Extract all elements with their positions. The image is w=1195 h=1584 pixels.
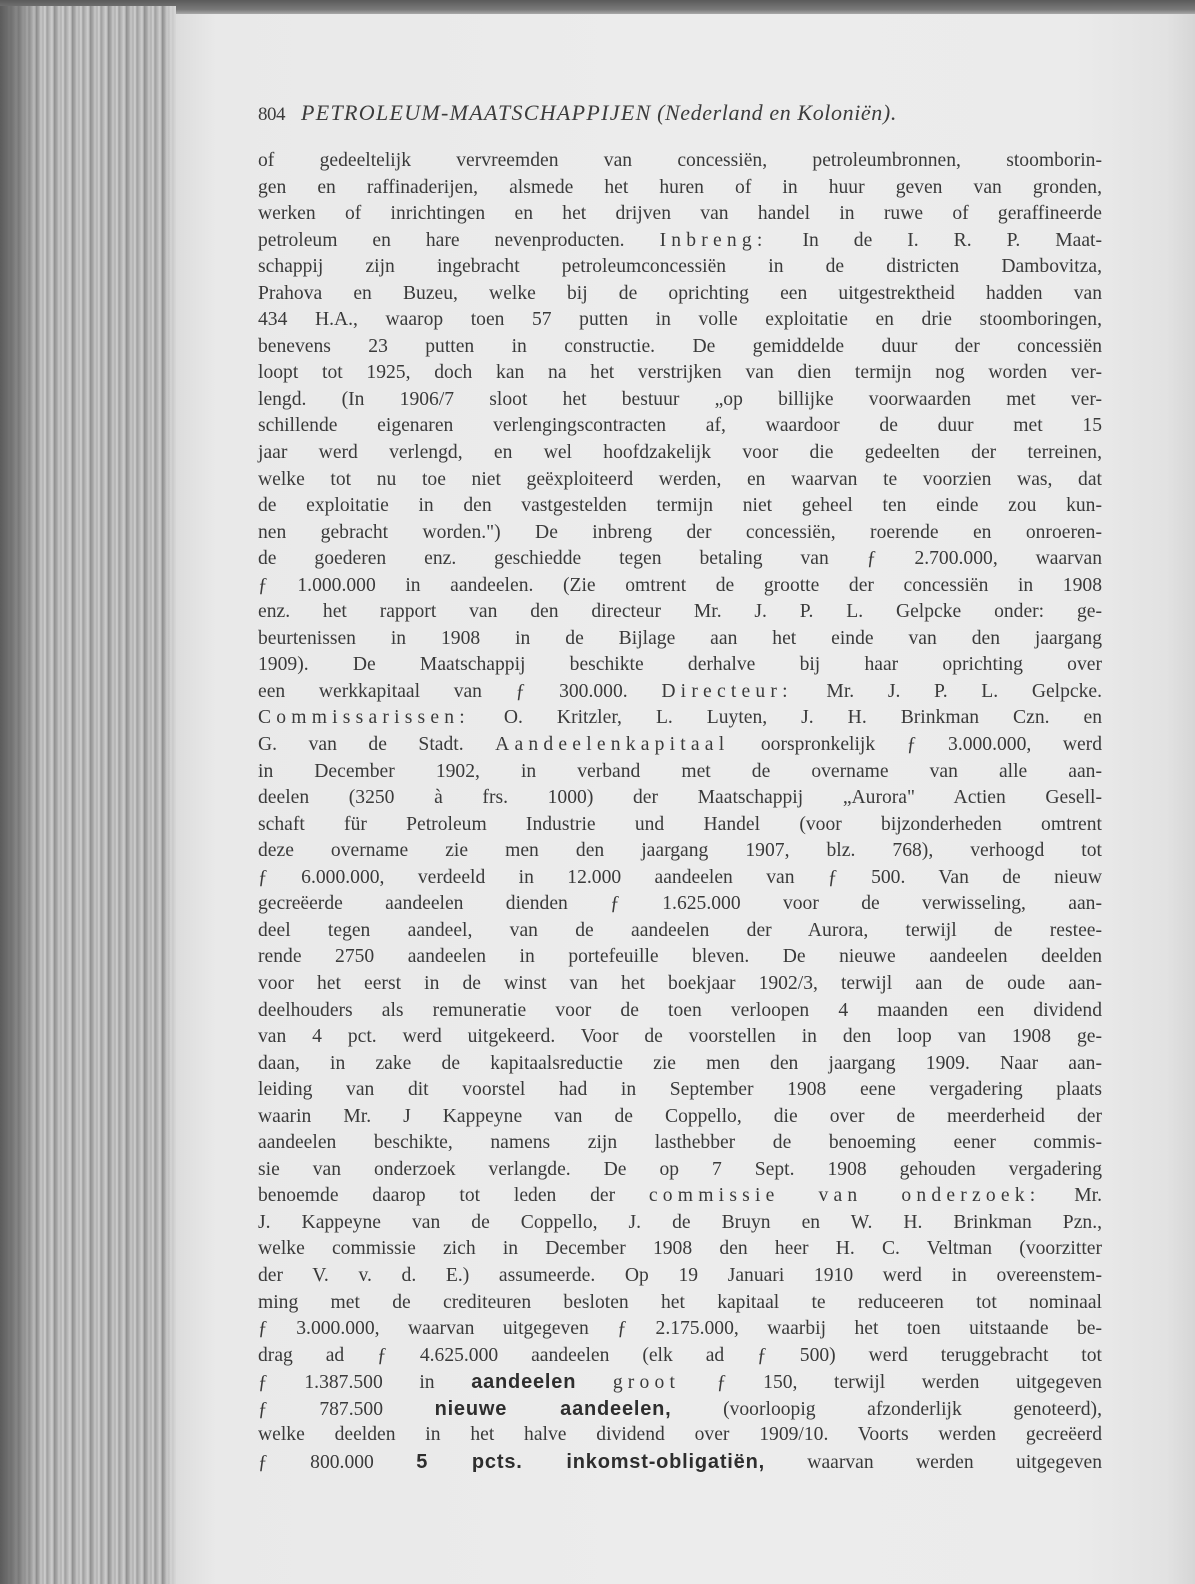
text-run: de goederen enz. geschiedde tegen betaling van ƒ 2.700.000, waarvan — [258, 548, 1102, 570]
text-run: leiding van dit voorstel had in September 1908 eene vergadering plaats — [258, 1079, 1102, 1101]
text-run: voor het eerst in de winst van het boekjaar 1902/3, terwijl aan de oude aan- — [258, 972, 1102, 994]
text-line — [258, 281, 1102, 308]
text-line — [258, 1236, 1102, 1263]
text-line — [258, 1051, 1102, 1078]
text-line — [258, 1396, 1102, 1423]
text-line — [258, 201, 1102, 228]
page-number: 804 — [258, 104, 285, 125]
text-run: gen en raffinaderijen, alsmede het huren of in huur geven van gronden, — [258, 176, 1102, 198]
text-run: waarin Mr. J Kappeyne van de Coppello, die over de meerderheid der — [258, 1105, 1102, 1127]
text-run: deelen (3250 à frs. 1000) der Maatschappij „Aurora" Actien Gesell- — [258, 787, 1102, 809]
text-run: schillende eigenaren verlengingscontracten af, waardoor de duur met 15 — [258, 415, 1102, 437]
bold-term: nieuwe aandeelen, — [434, 1397, 672, 1420]
spaced-term: commissie van onderzoek: — [648, 1185, 1041, 1207]
text-run: deel tegen aandeel, van de aandeelen der Aurora, terwijl de restee- — [258, 919, 1102, 941]
text-run: deze overname zie men den jaargang 1907, blz. 768), verhoogd tot — [258, 840, 1102, 862]
text-line — [258, 1316, 1102, 1343]
text-run: ming met de crediteuren besloten het kapitaal te reduceeren tot nominaal — [258, 1291, 1102, 1313]
text-run: 434 H.A., waarop toen 57 putten in volle exploitatie en drie stoomboringen, — [258, 309, 1102, 331]
text-run: petroleum en hare nevenproducten. — [258, 229, 660, 251]
text-run: van 4 pct. werd uitgekeerd. Voor de voorstellen in den loop van 1908 ge- — [258, 1026, 1102, 1048]
text-line — [258, 944, 1102, 971]
text-run: waarvan werden uitgegeven — [764, 1451, 1102, 1473]
text-run — [576, 1372, 613, 1393]
text-run: G. van de Stadt. — [258, 734, 496, 756]
text-line — [258, 413, 1102, 440]
text-run: Mr. J. P. L. Gelpcke. — [792, 680, 1102, 702]
text-run: daan, in zake de kapitaalsreductie zie men den jaargang 1909. Naar aan- — [258, 1052, 1102, 1074]
text-line — [258, 705, 1102, 732]
text-run: in December 1902, in verband met de overname van alle aan- — [258, 760, 1102, 782]
text-run: loopt tot 1925, doch kan na het verstrijken van dien termijn nog worden ver- — [258, 362, 1102, 384]
body-text — [258, 148, 1102, 1475]
text-run: of gedeeltelijk vervreemden van concessiën, petroleumbronnen, stoomborin- — [258, 150, 1102, 171]
text-run: sie van onderzoek verlangde. De op 7 Sept. 1908 gehouden vergadering — [258, 1158, 1102, 1180]
text-run: deelhouders als remuneratie voor de toen verloopen 4 maanden een dividend — [258, 999, 1102, 1021]
text-run: welke deelden in het halve dividend over 1909/10. Voorts werden gecreëerd — [258, 1424, 1102, 1446]
text-run: de exploitatie in den vastgestelden termijn niet geheel ten einde zou kun- — [258, 495, 1102, 517]
text-line — [258, 387, 1102, 414]
text-line — [258, 1422, 1102, 1449]
text-line — [258, 573, 1102, 600]
spaced-term: Directeur: — [661, 680, 793, 702]
spaced-term: Commissarissen: — [258, 707, 470, 729]
text-run: welke tot nu toe niet geëxploiteerd werden, en waarvan te voorzien was, dat — [258, 468, 1102, 490]
text-run: ƒ 1.387.500 in — [258, 1372, 472, 1394]
text-line — [258, 334, 1102, 361]
text-run: ƒ 6.000.000, verdeeld in 12.000 aandeelen van ƒ 500. Van de nieuw — [258, 866, 1102, 888]
text-run: oorspronkelijk ƒ 3.000.000, werd — [729, 734, 1102, 756]
text-run: schaft für Petroleum Industrie und Handel (voor bijzonderheden omtrent — [258, 813, 1102, 835]
text-run: rende 2750 aandeelen in portefeuille bleven. De nieuwe aandeelen deelden — [258, 946, 1102, 968]
text-line — [258, 1369, 1102, 1396]
text-line — [258, 1024, 1102, 1051]
text-line — [258, 148, 1102, 175]
text-line — [258, 254, 1102, 281]
chapter-title: PETROLEUM-MAATSCHAPPIJEN — [301, 100, 652, 125]
text-line — [258, 812, 1102, 839]
bold-term: 5 pcts. inkomst-obligatiën, — [416, 1450, 765, 1473]
text-run: ƒ 787.500 — [258, 1398, 435, 1420]
text-line — [258, 1183, 1102, 1210]
text-line — [258, 599, 1102, 626]
text-run: schappij zijn ingebracht petroleumconcessiën in de districten Dambovitza, — [258, 256, 1102, 278]
text-line — [258, 307, 1102, 334]
text-line — [258, 1290, 1102, 1317]
text-line — [258, 971, 1102, 998]
text-run: een werkkapitaal van ƒ 300.000. — [258, 680, 662, 702]
text-run: ƒ 1.000.000 in aandeelen. (Zie omtrent de grootte der concessiën in 1908 — [258, 574, 1102, 596]
text-run: benevens 23 putten in constructie. De gemiddelde duur der concessiën — [258, 335, 1102, 357]
text-line — [258, 1130, 1102, 1157]
text-line — [258, 228, 1102, 255]
text-run: der V. v. d. E.) assumeerde. Op 19 Januari 1910 werd in overeenstem- — [258, 1264, 1102, 1286]
text-line — [258, 493, 1102, 520]
text-line — [258, 1263, 1102, 1290]
spaced-term: groot — [612, 1372, 681, 1394]
text-line — [258, 546, 1102, 573]
spaced-term: Aandeelenkapitaal — [495, 734, 730, 756]
text-line — [258, 865, 1102, 892]
text-run: gecreëerde aandeelen dienden ƒ 1.625.000 voor de verwisseling, aan- — [258, 893, 1102, 915]
text-run: beurtenissen in 1908 in de Bijlage aan het einde van den jaargang — [258, 627, 1102, 649]
text-line — [258, 732, 1102, 759]
text-run: ƒ 800.000 — [258, 1451, 417, 1473]
text-run: O. Kritzler, L. Luyten, J. H. Brinkman Czn. en — [469, 707, 1102, 729]
text-line — [258, 838, 1102, 865]
text-line — [258, 918, 1102, 945]
text-run: jaar werd verlengd, en wel hoofdzakelijk voor die gedeelten der terreinen, — [258, 442, 1102, 464]
text-run: welke commissie zich in December 1908 den heer H. C. Veltman (voorzitter — [258, 1238, 1102, 1260]
running-head — [258, 100, 1108, 126]
page-edge-stack — [0, 6, 176, 1584]
chapter-subtitle: (Nederland en Koloniën). — [657, 100, 897, 125]
text-run: aandeelen beschikte, namens zijn lasthebber de benoeming eener commis- — [258, 1132, 1102, 1154]
text-line — [258, 520, 1102, 547]
text-run: (voorloopig afzonderlijk genoteerd), — [671, 1398, 1102, 1420]
text-line — [258, 998, 1102, 1025]
text-line — [258, 1210, 1102, 1237]
text-line — [258, 652, 1102, 679]
text-line — [258, 1104, 1102, 1131]
text-run: nen gebracht worden.") De inbreng der concessiën, roerende en onroeren- — [258, 521, 1102, 543]
text-line — [258, 440, 1102, 467]
text-run: In de I. R. P. Maat- — [767, 229, 1102, 251]
text-line — [258, 1449, 1102, 1476]
text-run: benoemde daarop tot leden der — [258, 1185, 649, 1207]
text-line — [258, 679, 1102, 706]
text-run: 1909). De Maatschappij beschikte derhalve bij haar oprichting over — [258, 654, 1102, 676]
text-line — [258, 175, 1102, 202]
text-run: werken of inrichtingen en het drijven van handel in ruwe of geraffineerde — [258, 203, 1102, 225]
text-line — [258, 1077, 1102, 1104]
spaced-term: Inbreng: — [659, 229, 768, 251]
bold-term: aandeelen — [471, 1371, 577, 1394]
text-run: ƒ 150, terwijl werden uitgegeven — [680, 1372, 1102, 1394]
text-line — [258, 785, 1102, 812]
text-line — [258, 891, 1102, 918]
text-run: drag ad ƒ 4.625.000 aandeelen (elk ad ƒ 500) werd teruggebracht tot — [258, 1344, 1102, 1366]
text-line — [258, 360, 1102, 387]
text-line — [258, 1157, 1102, 1184]
text-run: J. Kappeyne van de Coppello, J. de Bruyn en W. H. Brinkman Pzn., — [258, 1211, 1102, 1233]
text-run: Prahova en Buzeu, welke bij de oprichting een uitgestrektheid hadden van — [258, 282, 1102, 304]
text-line — [258, 1343, 1102, 1370]
text-run: enz. het rapport van den directeur Mr. J. P. L. Gelpcke onder: ge- — [258, 601, 1102, 623]
text-line — [258, 626, 1102, 653]
text-line — [258, 759, 1102, 786]
text-line — [258, 467, 1102, 494]
text-run: ƒ 3.000.000, waarvan uitgegeven ƒ 2.175.000, waarbij het toen uitstaande be- — [258, 1318, 1102, 1340]
text-run: Mr. — [1040, 1185, 1102, 1207]
text-run: lengd. (In 1906/7 sloot het bestuur „op billijke voorwaarden met ver- — [258, 388, 1102, 410]
